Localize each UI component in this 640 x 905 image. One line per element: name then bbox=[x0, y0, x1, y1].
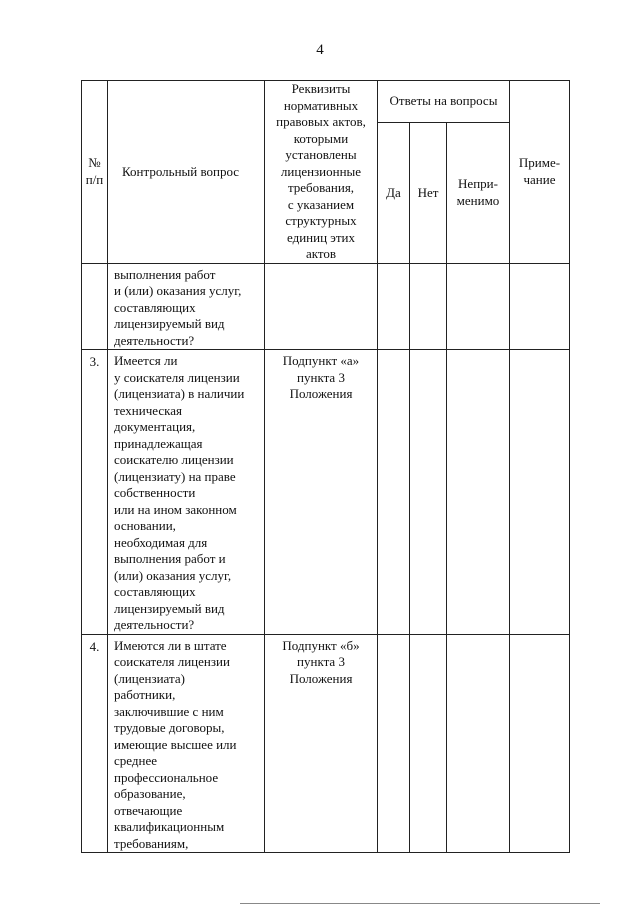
note-cell[interactable] bbox=[510, 263, 570, 350]
row-requisites bbox=[265, 263, 378, 350]
checklist-table bbox=[81, 80, 570, 853]
answer-yes-cell[interactable] bbox=[378, 634, 410, 853]
answer-na-cell[interactable] bbox=[447, 350, 510, 635]
answer-na-cell[interactable] bbox=[447, 634, 510, 853]
table-row bbox=[82, 634, 570, 853]
row-requisites: Подпункт «а» пункта 3 Положения bbox=[265, 350, 378, 635]
answer-yes-cell[interactable] bbox=[378, 263, 410, 350]
row-num bbox=[82, 263, 108, 350]
header-num: № п/п bbox=[82, 81, 108, 264]
note-cell[interactable] bbox=[510, 634, 570, 853]
row-requisites: Подпункт «б» пункта 3 Положения bbox=[265, 634, 378, 853]
header-yes: Да bbox=[378, 123, 410, 263]
table-row bbox=[82, 350, 570, 635]
note-cell[interactable] bbox=[510, 350, 570, 635]
page-number: 4 bbox=[316, 42, 324, 58]
header-requisites: Реквизиты нормативных правовых актов, которыми установлены лицензионные требования, с указанием структурных единиц этих актов bbox=[265, 81, 378, 264]
answer-no-cell[interactable] bbox=[410, 263, 447, 350]
answer-no-cell[interactable] bbox=[410, 634, 447, 853]
header-answers: Ответы на вопросы bbox=[378, 81, 510, 123]
row-question: выполнения работ и (или) оказания услуг, составляющих лицензируемый вид деятельности? bbox=[108, 263, 265, 350]
header-note: Приме- чание bbox=[510, 81, 570, 264]
row-num: 4. bbox=[82, 634, 108, 853]
answer-na-cell[interactable] bbox=[447, 263, 510, 350]
header-question: Контрольный вопрос bbox=[108, 81, 265, 264]
header-na: Непри- менимо bbox=[447, 123, 510, 263]
answer-no-cell[interactable] bbox=[410, 350, 447, 635]
answer-yes-cell[interactable] bbox=[378, 350, 410, 635]
page-bottom-edge bbox=[240, 903, 600, 904]
header-no: Нет bbox=[410, 123, 447, 263]
row-num: 3. bbox=[82, 350, 108, 635]
row-question: Имеется ли у соискателя лицензии (лицензиата) в наличии техническая документация, принадлежащая соискателю лицензии (лицензиату) на праве собственности или на ином законном основании, необходимая для выполнения работ и (или) оказания услуг, составляющих лицензируемый вид деятельности? bbox=[108, 350, 265, 635]
table-row bbox=[82, 263, 570, 350]
row-question: Имеются ли в штате соискателя лицензии (лицензиата) работники, заключившие с ним трудовые договоры, имеющие высшее или среднее профессиональное образование, отвечающие квалификационным требованиям, bbox=[108, 634, 265, 853]
header-row-1 bbox=[82, 81, 570, 123]
